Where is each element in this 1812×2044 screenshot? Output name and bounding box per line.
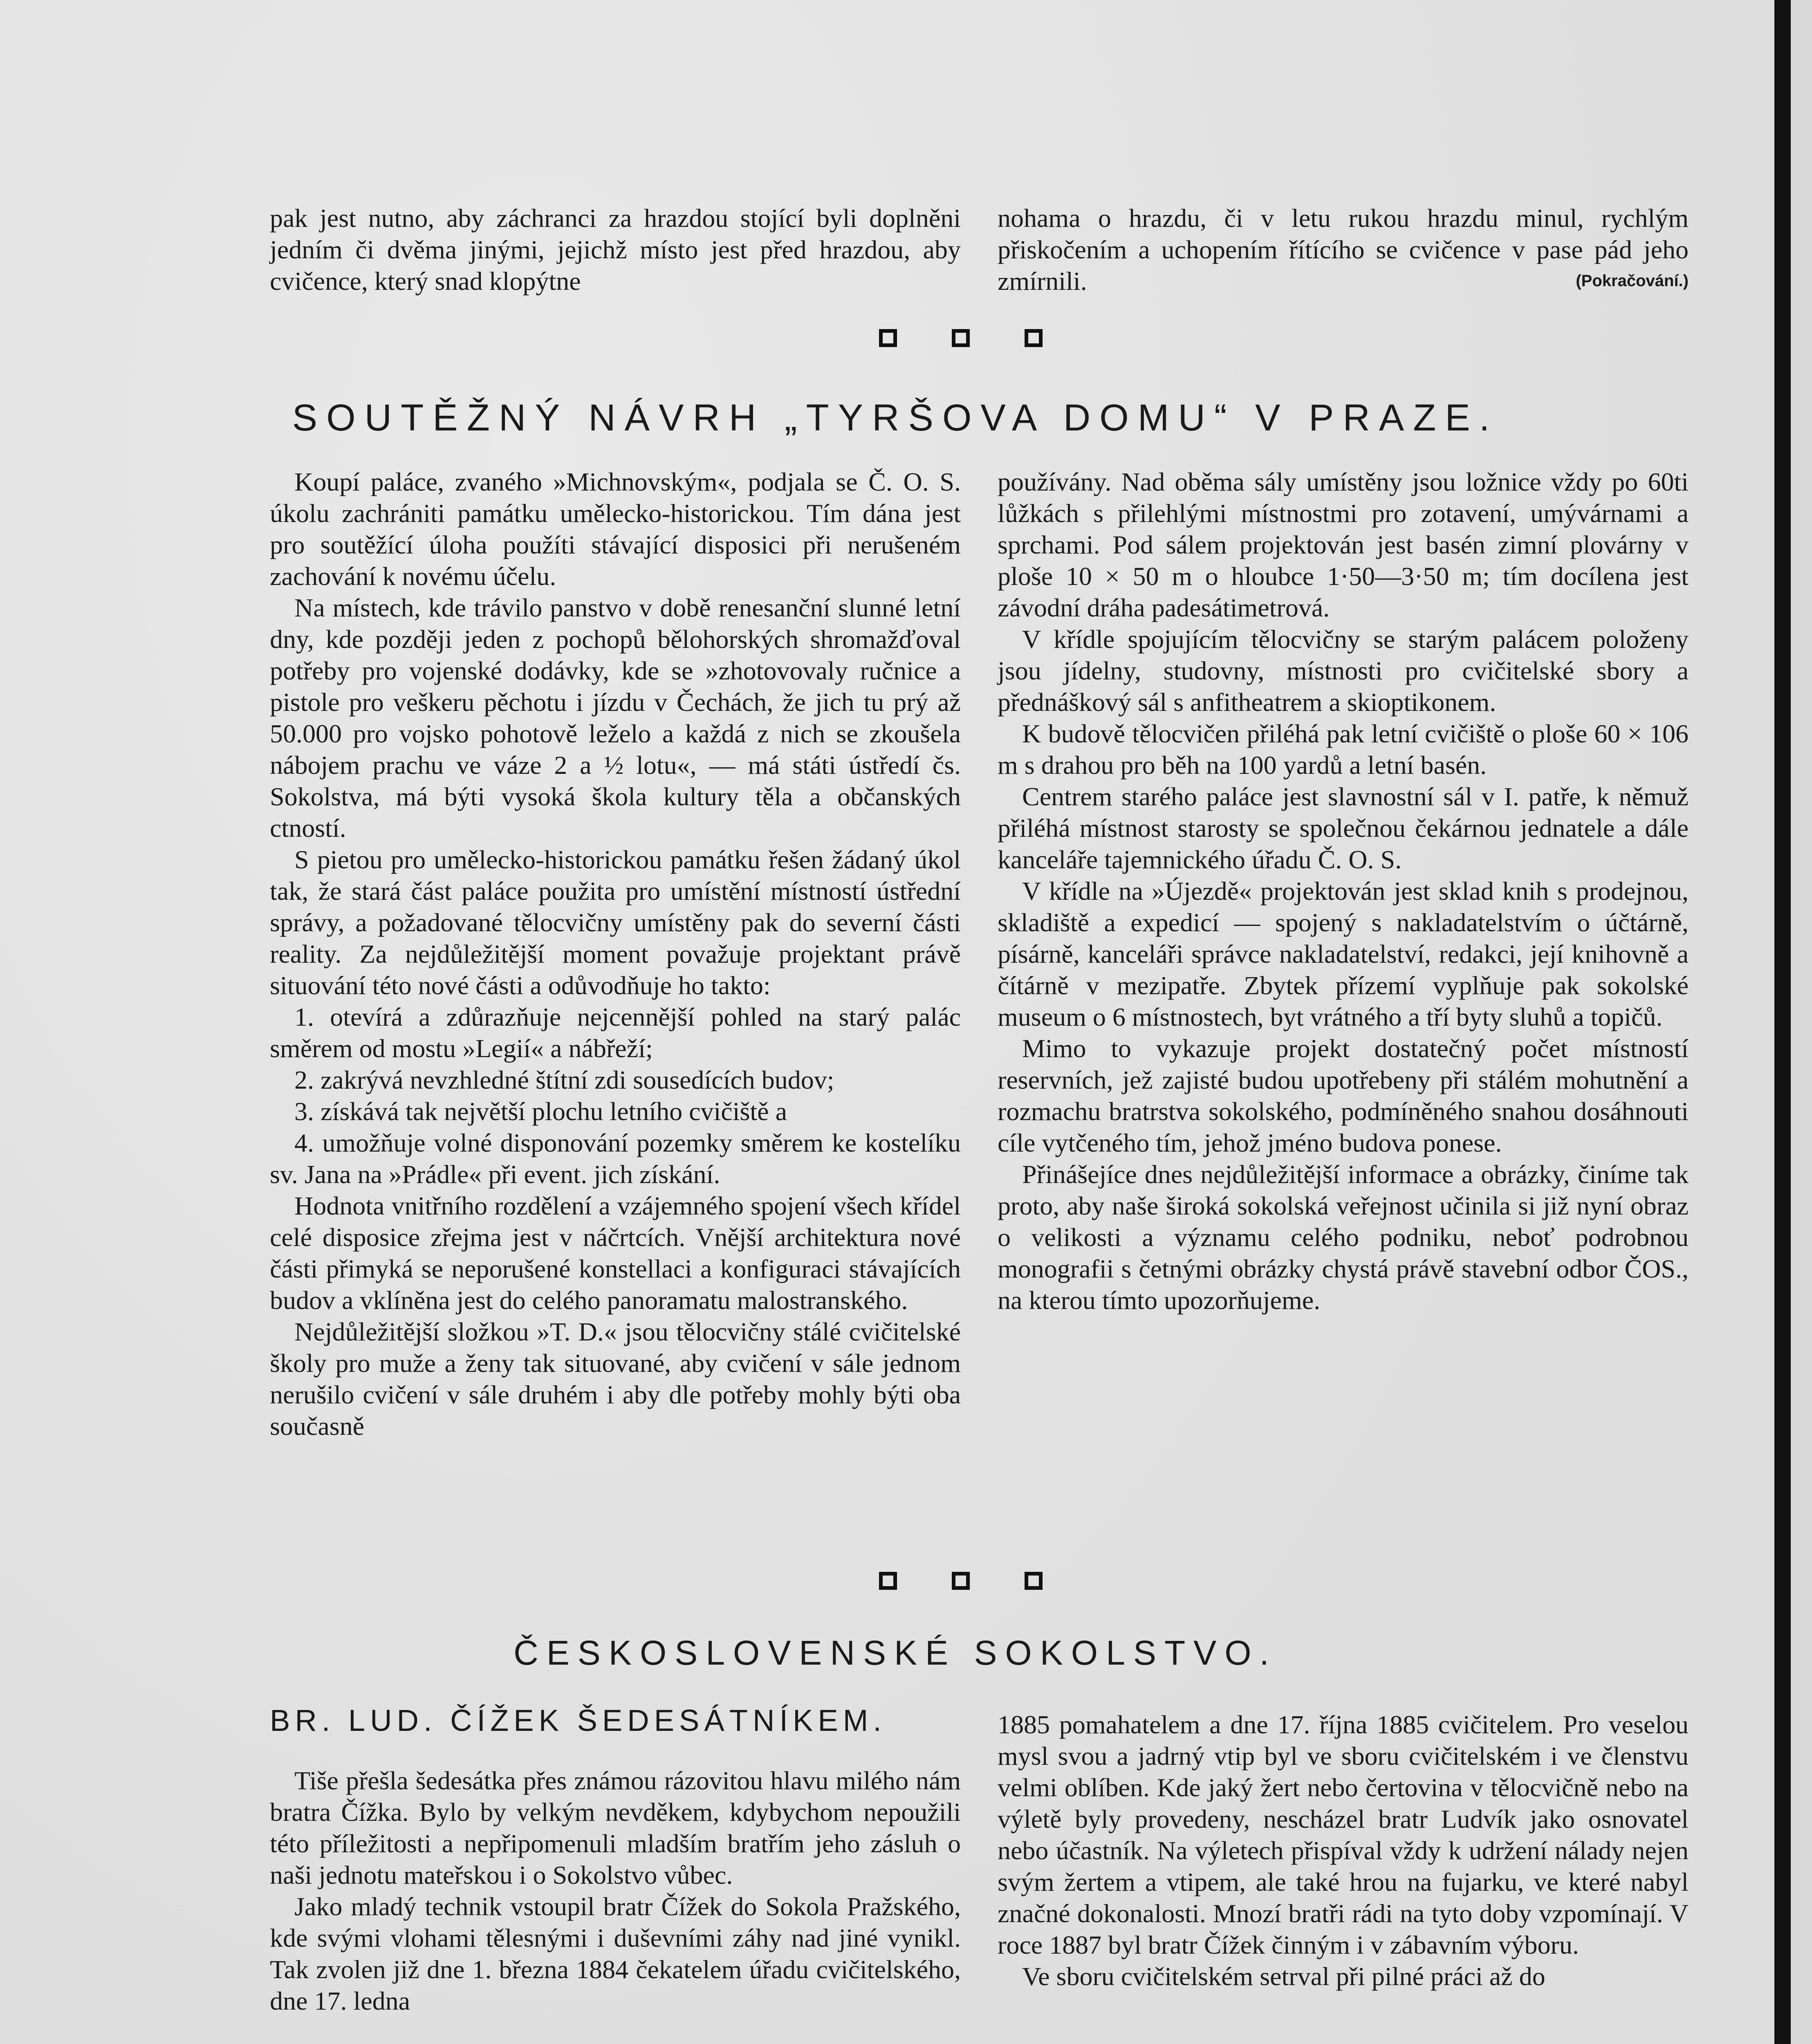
- paragraph: Na místech, kde trávilo panstvo v době renesanční slunné letní dny, kde později jeden z pochopů bělohorských shromažďoval potřeby pro vojenské dodávky, kde se »zhotovovaly ručnice a pistole pro veškeru pěchotu i jízdu v Čechách, že jich tu prý až 50.000 pro vojsko pohotově leželo a každá z nich se zkoušela nábojem prachu ve váze 2 a ½ lotu«, — má státi ústředí čs. Sokolstva, má býti vysoká škola kultury těla a občanských ctností.: [270, 593, 961, 843]
- article-title: SOUTĚŽNÝ NÁVRH „TYRŠOVA DOMU“ V PRAZE.: [292, 397, 1499, 439]
- list-item: 4. umožňuje volné disponování pozemky směrem ke kostelíku sv. Jana na »Prádle« při event. jich získání.: [270, 1128, 961, 1189]
- paragraph: pak jest nutno, aby záchranci za hrazdou stojící byli doplněni jedním či dvěma jinými, jejichž místo jest před hrazdou, aby cvičence, který snad klopýtne: [270, 204, 961, 296]
- paragraph: Nejdůležitější složkou »T. D.« jsou tělocvičny stálé cvičitelské školy pro muže a ženy tak situované, aby cvičení v sále jednom nerušilo cvičení v sále druhém i aby dle potřeby mohly býti oba současně: [270, 1317, 961, 1441]
- paragraph: Mimo to vykazuje projekt dostatečný počet místností reservních, jež zajisté budou upotřebeny při stálém mohutnění a rozmachu bratrstva sokolského, podmíněného snahou dosáhnouti cíle vytčeného tím, jehož jméno budova ponese.: [998, 1034, 1689, 1157]
- article2-column-right: [998, 1709, 1689, 1992]
- divider-square-icon: [1025, 1572, 1043, 1590]
- paragraph: používány. Nad oběma sály umístěny jsou ložnice vždy po 60ti lůžkách s přilehlými místnostmi pro zotavení, umývárnami a sprchami. Pod sálem projektován jest basén zimní plovárny v ploše 10 × 50 m o hloubce 1·50—3·50 m; tím docílena jest závodní dráha padesátimetrová.: [998, 467, 1689, 622]
- section-divider: [879, 329, 1043, 347]
- paragraph: Ve sboru cvičitelském setrval při pilné práci až do: [1022, 1962, 1545, 1991]
- paragraph: K budově tělocvičen přiléhá pak letní cvičiště o ploše 60 × 106 m s drahou pro běh na 100 yardů a letní basén.: [998, 719, 1689, 780]
- paragraph: Hodnota vnitřního rozdělení a vzájemného spojení všech křídel celé disposice zřejma jest v náčrtcích. Vnější architektura nové části přimyká se neporušené konstellaci a konfiguraci stávajících budov a vklíněna jest do celého panoramatu malostranského.: [270, 1191, 961, 1315]
- article-subtitle: BR. LUD. ČÍŽEK ŠEDESÁTNÍKEM.: [270, 1703, 886, 1737]
- paragraph: Přinášejíce dnes nejdůležitější informace a obrázky, činíme tak proto, aby naše široká sokolská veřejnost učinila si již nyní obraz o velikosti a významu celého podniku, neboť podrobnou monografii s četnými obrázky chystá právě stavební odbor ČOS., na kterou tímto upozorňujeme.: [998, 1160, 1689, 1315]
- paragraph: V křídle na »Újezdě« projektován jest sklad knih s prodejnou, skladiště a expedicí — spojený s nakladatelstvím o účtárně, písárně, kanceláři správce nakladatelství, redakci, její knihovně a čítárně v mezipatře. Zbytek přízemí vyplňuje pak sokolské museum o 6 místnostech, byt vrátného a tří byty sluhů a topičů.: [998, 876, 1689, 1031]
- top-text-right: [998, 202, 1689, 297]
- article2-column-left: [270, 1705, 961, 2017]
- list-item: 1. otevírá a zdůrazňuje nejcennější pohled na starý palác směrem od mostu »Legií« a nábřeží;: [270, 1002, 961, 1063]
- top-text-left: [270, 202, 961, 297]
- article1-column-right: [998, 466, 1689, 1316]
- list-item: 2. zakrývá nevzhledné štítní zdi sousedících budov;: [294, 1065, 834, 1094]
- section-divider: [879, 1572, 1043, 1590]
- divider-square-icon: [1025, 329, 1043, 347]
- paragraph: Koupí paláce, zvaného »Michnovským«, podjala se Č. O. S. úkolu zachrániti památku umělecko-historickou. Tím dána jest pro soutěžící úloha použíti stávající disposici při nerušeném zachování k novému účelu.: [270, 467, 961, 591]
- divider-square-icon: [879, 329, 897, 347]
- paragraph: Tiše přešla šedesátka přes známou rázovitou hlavu milého nám bratra Čížka. Bylo by velkým nevděkem, kdybychom nepoužili této příležitosti a nepřipomenuli mladším bratřím jeho zásluh o naši jednotu mateřskou i o Sokolstvo vůbec.: [270, 1766, 961, 1889]
- paragraph: Centrem starého paláce jest slavnostní sál v I. patře, k němuž přiléhá místnost starosty se společnou čekárnou jednatele a dále kanceláře tajemnického úřadu Č. O. S.: [998, 782, 1689, 874]
- list-item: 3. získává tak největší plochu letního cvičiště a: [294, 1097, 787, 1126]
- continued-note: (Pokračování.): [1576, 272, 1689, 290]
- section-title: ČESKOSLOVENSKÉ SOKOLSTVO.: [514, 1634, 1277, 1672]
- paragraph: V křídle spojujícím tělocvičny se starým palácem položeny jsou jídelny, studovny, místnosti pro cvičitelské sbory a přednáškový sál s anfitheatrem a skioptikonem.: [998, 625, 1689, 717]
- paragraph: S pietou pro umělecko-historickou památku řešen žádaný úkol tak, že stará část paláce použita pro umístění místností ústřední správy, a požadované tělocvičny umístěny pak do severní části reality. Za nejdůležitější moment považuje projektant právě situování této nové části a odůvodňuje ho takto:: [270, 845, 961, 1000]
- divider-square-icon: [952, 329, 970, 347]
- paragraph: 1885 pomahatelem a dne 17. října 1885 cvičitelem. Pro veselou mysl svou a jadrný vtip byl ve sboru cvičitelském i ve členstvu velmi oblíben. Kde jaký žert nebo čertovina v tělocvičně nebo na výletě byly provedeny, nescházel bratr Ludvík jako osnovatel nebo účastník. Na výletech přispíval vždy k udržení nálady nejen svým žertem a vtipem, ale také hrou na fujarku, ve které nabyl značné dokonalosti. Mnozí bratři rádi na tyto doby vzpomínají. V roce 1887 byl bratr Čížek činným i v zábavním výboru.: [998, 1710, 1689, 1959]
- paragraph: Jako mladý technik vstoupil bratr Čížek do Sokola Pražského, kde svými vlohami tělesnými i duševními záhy nad jiné vynikl. Tak zvolen již dne 1. března 1884 čekatelem úřadu cvičitelského, dne 17. ledna: [270, 1892, 961, 2015]
- divider-square-icon: [879, 1572, 897, 1590]
- divider-square-icon: [952, 1572, 970, 1590]
- paragraph-text: nohama o hrazdu, či v letu rukou hrazdu minul, rychlým přiskočením a uchopením řítícího se cvičence v pase pád jeho zmírnili.: [998, 204, 1689, 296]
- article1-column-left: [270, 466, 961, 1442]
- paragraph: [998, 202, 1689, 297]
